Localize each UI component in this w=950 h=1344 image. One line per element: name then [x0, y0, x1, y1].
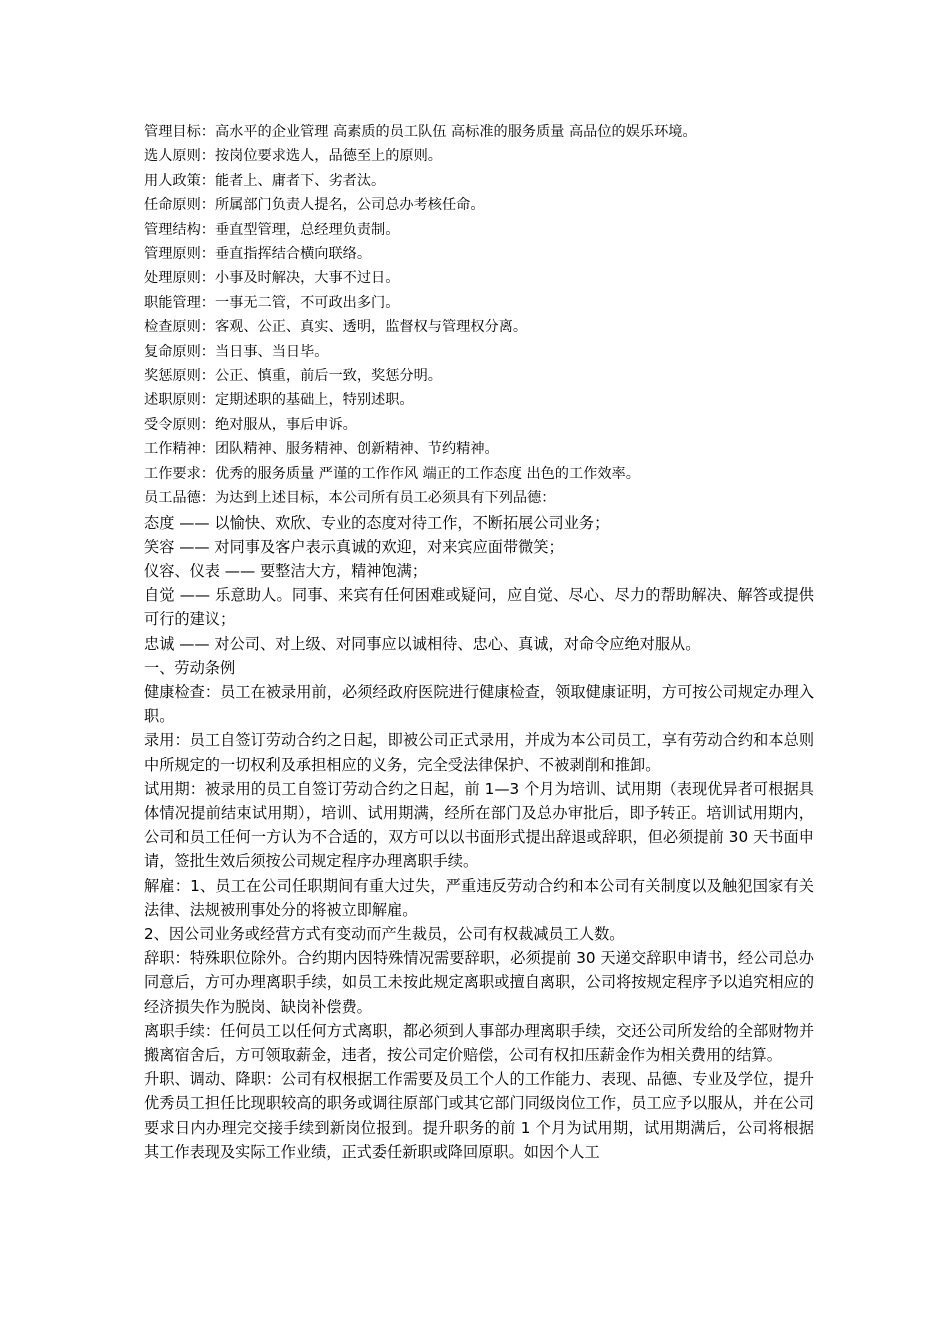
principle-line: 管理原则：垂直指挥结合横向联络。: [144, 246, 372, 263]
principle-line: 任命原则：所属部门负责人提名，公司总办考核任命。: [144, 197, 485, 214]
principle-line: 奖惩原则：公正、慎重，前后一致，奖惩分明。: [144, 368, 442, 385]
conduct-paragraph: 笑容 —— 对同事及客户表示真诚的欢迎，对来宾应面带微笑；: [144, 537, 564, 556]
conduct-paragraph: 自觉 —— 乐意助人。同事、来宾有任何困难或疑问，应自觉、尽心、尽力的帮助解决、解答或提供可行的建议；: [144, 586, 814, 629]
conduct-paragraph: 仪容、仪表 —— 要整洁大方，精神饱满；: [144, 561, 428, 580]
regulation-paragraph: 离职手续：任何员工以任何方式离职，都必须到人事部办理离职手续，交还公司所发给的全部财物并搬离宿舍后，方可领取薪金，违者，按公司定价赔偿，公司有权扣压薪金作为相关费用的结算。: [144, 1021, 814, 1064]
regulation-paragraph: 2、因公司业务或经营方式有变动而产生裁员，公司有权裁减员工人数。: [144, 924, 625, 943]
regulation-paragraph: 解雇：1、员工在公司任职期间有重大过失，严重违反劳动合约和本公司有关制度以及触犯国家有关法律、法规被刑事处分的将被立即解雇。: [144, 876, 814, 919]
conduct-paragraph: 态度 —— 以愉快、欢欣、专业的态度对待工作，不断拓展公司业务；: [144, 513, 610, 532]
regulation-paragraph: 试用期：被录用的员工自签订劳动合约之日起，前 1—3 个月为培训、试用期（表现优异者可根据具体情况提前结束试用期），培训、试用期满，经所在部门及总办审批后，即予转正。培训试用期内，公司和员工任何一方认为不合适的，双方可以以书面形式提出辞退或辞职，但必须提前 30 天书面申请，签批生效后须按公司规定程序办理离职手续。: [144, 779, 814, 871]
principle-line: 检查原则：客观、公正、真实、透明，监督权与管理权分离。: [144, 319, 528, 336]
principle-line: 管理目标：高水平的企业管理 高素质的员工队伍 高标准的服务质量 高品位的娱乐环境。: [144, 124, 697, 140]
principle-line: 工作要求：优秀的服务质量 严谨的工作作风 端正的工作态度 出色的工作效率。: [144, 465, 640, 482]
principle-line: 述职原则：定期述职的基础上，特别述职。: [144, 392, 414, 409]
regulation-paragraph: 健康检查：员工在被录用前，必须经政府医院进行健康检查，领取健康证明，方可按公司规定办理入职。: [144, 682, 814, 726]
principle-line: 用人政策：能者上、庸者下、劣者汰。: [144, 172, 386, 189]
principles-list: [144, 120, 814, 511]
document-body: [144, 120, 814, 1164]
principle-line: 职能管理：一事无二管，不可政出多门。: [144, 294, 400, 311]
principle-line: 受令原则：绝对服从，事后申诉。: [144, 416, 357, 433]
principle-line: 工作精神：团队精神、服务精神、创新精神、节约精神。: [144, 441, 499, 458]
section-heading: 一、劳动条例: [144, 658, 236, 677]
regulation-paragraph: 辞职：特殊职位除外。合约期内因特殊情况需要辞职，必须提前 30 天递交辞职申请书，经公司总办同意后，方可办理离职手续，如员工未按此规定离职或擅自离职，公司将按规定程序予以追究相应的经济损失作为脱岗、缺岗补偿费。: [144, 949, 814, 1016]
conduct-paragraph: 忠诚 —— 对公司、对上级、对同事应以诚相待、忠心、真诚，对命令应绝对服从。: [144, 634, 701, 653]
principle-line: 管理结构：垂直型管理，总经理负责制。: [144, 221, 400, 238]
regulations-section: [144, 511, 814, 1164]
regulation-paragraph: 升职、调动、降职：公司有权根据工作需要及员工个人的工作能力、表现、品德、专业及学位，提升优秀员工担任比现职较高的职务或调往原部门或其它部门同级岗位工作，员工应予以服从，并在公司要求日内办理完交接手续到新岗位报到。提升职务的前 1 个月为试用期，试用期满后，公司将根据其工作表现及实际工作业绩，正式委任新职或降回原职。如因个人工: [144, 1070, 814, 1161]
regulation-paragraph: 录用：员工自签订劳动合约之日起，即被公司正式录用，并成为本公司员工，享有劳动合约和本总则中所规定的一切权利及承担相应的义务，完全受法律保护、不被剥削和推卸。: [144, 731, 814, 774]
principle-line: 处理原则：小事及时解决，大事不过日。: [144, 270, 400, 287]
principle-line: 员工品德：为达到上述目标，本公司所有员工必须具有下列品德：: [144, 490, 556, 507]
principle-line: 选人原则：按岗位要求选人，品德至上的原则。: [144, 148, 442, 165]
principle-line: 复命原则：当日事、当日毕。: [144, 343, 329, 360]
